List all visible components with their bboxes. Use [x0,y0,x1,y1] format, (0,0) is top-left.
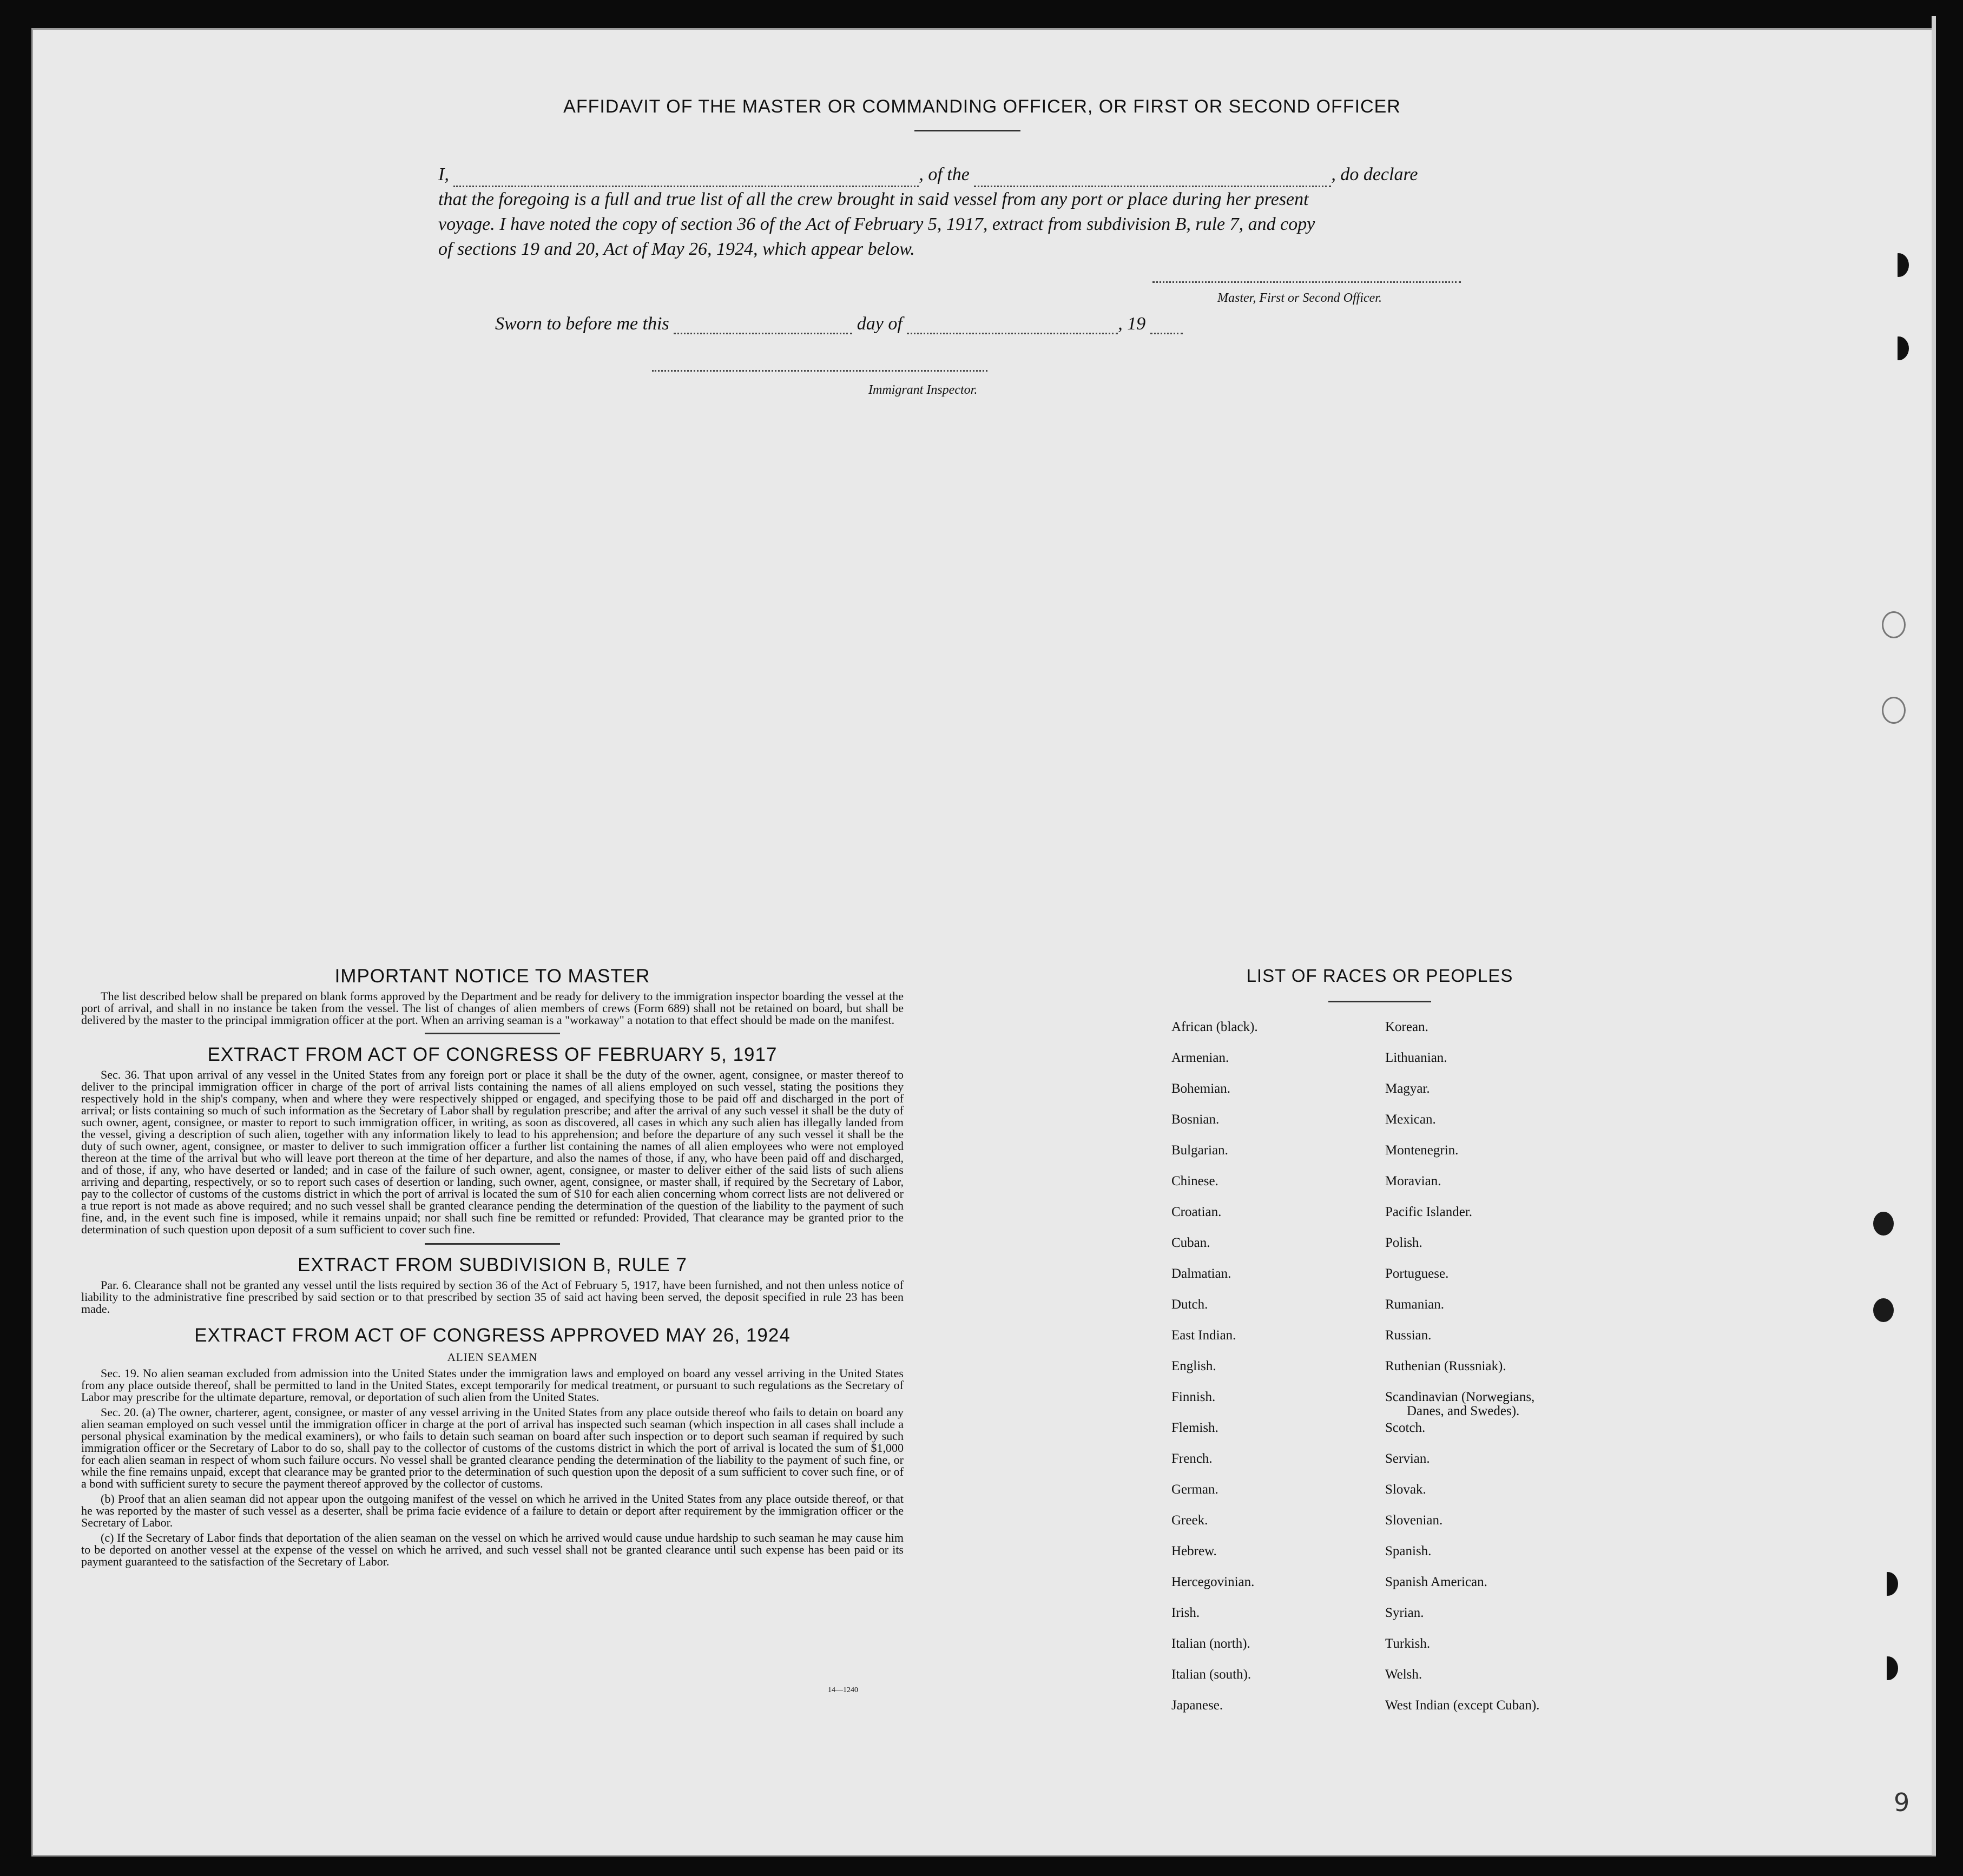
race-item: Ruthenian (Russniak). [1385,1359,1506,1373]
race-item: Slovenian. [1385,1513,1443,1528]
binder-hole [1888,336,1909,360]
legal-notices [81,966,904,1568]
race-item: Cuban. [1171,1236,1210,1250]
race-item: Servian. [1385,1451,1430,1466]
race-item: Danes, and Swedes). [1407,1404,1520,1418]
race-item: Scotch. [1385,1421,1426,1435]
alien-seamen-subtitle: ALIEN SEAMEN [447,1351,538,1364]
race-item: Croatian. [1171,1205,1222,1219]
race-item: French. [1171,1451,1213,1466]
race-item: Bulgarian. [1171,1143,1228,1158]
race-item: Greek. [1171,1513,1208,1528]
form-number: 14—1240 [828,1686,858,1694]
year-blank[interactable] [1150,333,1183,334]
race-item: Italian (north). [1171,1636,1250,1651]
binder-hole [1878,1656,1898,1680]
race-item: Russian. [1385,1328,1432,1343]
race-item: Japanese. [1171,1698,1223,1713]
race-item: Dalmatian. [1171,1266,1231,1281]
race-item: Syrian. [1385,1606,1424,1620]
race-item: Welsh. [1385,1667,1422,1682]
race-item: Bosnian. [1171,1112,1220,1127]
notice-title: IMPORTANT NOTICE TO MASTER [334,966,650,987]
race-item: Polish. [1385,1236,1422,1250]
binder-hole [1882,697,1906,724]
race-item: West Indian (except Cuban). [1385,1698,1540,1713]
divider [914,130,1020,131]
sec20a-text: Sec. 20. (a) The owner, charterer, agent, consignee, or master of any vessel arriving in the United States from any place outside thereof who fails to detain on board any alien seaman employed on such vessel until the immigration officer in charge at the port of arrival has inspected such seaman (which inspection in all cases shall include a personal physical examination by the medical examiners), or who fails to detain such seaman on board after such inspection or to deport such seaman if required by such immigration officer or the Secretary of Labor to do so, shall pay to the collector of customs of the customs district in which the port of arrival is located the sum of $1,000 for each alien seaman in respect of whom such failure occurs. No vessel shall be granted clearance pending the determination of the liability to the payment of such fine, or while the fine remains unpaid, except that clearance may be granted prior to the determination of such question upon the deposit of a sum sufficient to cover such fine, or of a bond with sufficient surety to secure the payment thereof approved by the collector of customs. [81,1405,904,1490]
race-item: Spanish American. [1385,1575,1487,1589]
race-item: Flemish. [1171,1421,1218,1435]
inspector-label: Immigrant Inspector. [868,383,978,397]
affidavit-line-3: voyage. I have noted the copy of section 36 of the Act of February 5, 1917, extract from subdivision B, rule 7, and copy [438,214,1315,234]
race-item: Hebrew. [1171,1544,1217,1558]
race-item: Bohemian. [1171,1081,1231,1096]
race-item: Pacific Islander. [1385,1205,1473,1219]
race-item: Spanish. [1385,1544,1432,1558]
binder-hole [1873,1298,1894,1322]
race-item: Dutch. [1171,1297,1208,1312]
binder-hole [1882,611,1906,638]
divider [425,1033,560,1034]
page-mark: 9 [1894,1788,1910,1817]
affidavit-title: AFFIDAVIT OF THE MASTER OR COMMANDING OFFICER, OR FIRST OR SECOND OFFICER [563,96,1401,117]
race-item: Chinese. [1171,1174,1218,1188]
inspector-signature-line[interactable] [652,370,987,372]
extract-1917-text: Sec. 36. That upon arrival of any vessel in the United States from any foreign port or place it shall be the duty of the owner, agent, consignee, or master thereof to deliver to the principal immigration officer in charge of the port of arrival lists containing the names of all aliens employed on such vessel, stating the positions they respectively hold in the ship's company, when and where they were respectively shipped or engaged, and specifying those to be paid off and discharged in the port of arrival; or lists containing so much of such information as the Secretary of Labor shall by regulation prescribe; and after the arrival of any such vessel it shall be the duty of such owner, agent, consignee, or master to report to such immigration officer, in writing, as soon as discovered, all cases in which any such alien has illegally landed from the vessel, giving a description of such alien, together with any information likely to lead to his apprehension; and before the departure of any such vessel it shall be the duty of such owner, agent, consignee, or master to deliver to such immigration officer a further list containing the names of all alien employees who were not employed thereon at the time of the arrival but who will leave port thereon at the time of her departure, and also the names of those, if any, who have been paid off and discharged, and of those, if any, who have deserted or landed; and in case of the failure of such owner, agent, consignee, or master to deliver either of the said lists of such aliens arriving and departing, respectively, or so to report such cases of desertion or landing, such owner, agent, consignee, or master shall, if required by the Secretary of Labor, pay to the collector of customs of the customs district in which the port of arrival is located the sum of $10 for each alien concerning whom correct lists are not delivered or a true report is not made as above required; and no such vessel shall be granted clearance pending the determination of the question of the liability to the payment of such fine, and, in the event such fine is imposed, while it remains unpaid; nor shall such fine be remitted or refunded: Provided, That clearance may be granted prior to the determination of such question upon deposit of a sum sufficient to cover such fine. [81,1068,904,1236]
race-item: Rumanian. [1385,1297,1445,1312]
race-item: East Indian. [1171,1328,1236,1343]
affidavit-line-4: of sections 19 and 20, Act of May 26, 1924, which appear below. [438,239,915,259]
race-item: Montenegrin. [1385,1143,1459,1158]
month-blank[interactable] [907,333,1118,334]
race-item: Korean. [1385,1020,1428,1034]
affidavit-line-2: that the foregoing is a full and true list of all the crew brought in said vessel from any port or place during her present [438,189,1309,209]
notice-text: The list described below shall be prepared on blank forms approved by the Department and be ready for delivery to the immigration inspector boarding the vessel at the port of arrival, and shall in no instance be taken from the vessel. The list of changes of alien members of crews (Form 689) shall not be retained on board, but shall be delivered by the master to the principal immigration officer at the port. When an arriving seaman is a "workaway" a notation to that effect should be made on the manifest. [81,989,904,1027]
race-item: English. [1171,1359,1216,1373]
race-item: Scandinavian (Norwegians, [1385,1390,1535,1404]
day-blank[interactable] [674,333,852,334]
affidavit-line-1: I, , of the , do declare [438,162,1499,187]
master-label: Master, First or Second Officer. [1217,291,1382,305]
page-fold-edge [1932,16,1936,1855]
extract-1924-title: EXTRACT FROM ACT OF CONGRESS APPROVED MAY 26, 1924 [194,1325,791,1346]
sec20c-text: (c) If the Secretary of Labor finds that deportation of the alien seaman on the vessel on which he arrived would cause undue hardship to such seaman he may cause him to be deported on another vessel at the expense of the vessel on which he arrived, and such vessel shall not be granted clearance until such expense has been paid or its payment guaranteed to the satisfaction of the Secretary of Labor. [81,1531,904,1568]
master-signature-line[interactable] [1152,281,1461,283]
race-item: Mexican. [1385,1112,1436,1127]
race-item: Magyar. [1385,1081,1430,1096]
divider [1328,1001,1431,1002]
sec19-text: Sec. 19. No alien seaman excluded from admission into the United States under the immigration laws and employed on board any vessel arriving in the United States from any place outside thereof, shall be permitted to land in the United States, except temporarily for medical treatment, or pursuant to such regulations as the Secretary of Labor may prescribe for the ultimate departure, removal, or deportation of such alien from the United States. [81,1366,904,1404]
race-item: Turkish. [1385,1636,1431,1651]
binder-hole [1873,1212,1894,1236]
race-item: African (black). [1171,1020,1258,1034]
race-item: Irish. [1171,1606,1200,1620]
race-item: Moravian. [1385,1174,1441,1188]
affidavit-text [438,162,1499,262]
race-item: Finnish. [1171,1390,1216,1404]
race-item: Armenian. [1171,1051,1229,1065]
sworn-line: Sworn to before me this day of , 19 [495,314,1183,334]
sec20b-text: (b) Proof that an alien seaman did not appear upon the outgoing manifest of the vessel on which he arrived in the United States from any place outside thereof, or that he was reported by the master of such vessel as a deserter, shall be prima facie evidence of a failure to detain or deport after requirement by the immigration officer or the Secretary of Labor. [81,1492,904,1529]
extract-1917-title: EXTRACT FROM ACT OF CONGRESS OF FEBRUARY 5, 1917 [207,1044,778,1065]
extract-rule7-text: Par. 6. Clearance shall not be granted any vessel until the lists required by section 36 of the Act of February 5, 1917, have been furnished, and not then unless notice of liability to the administrative fine prescribed by said section or to that prescribed by section 35 of said act having been served, the deposit specified in rule 23 has been made. [81,1278,904,1316]
races-title: LIST OF RACES OR PEOPLES [1246,966,1513,986]
race-item: Hercegovinian. [1171,1575,1255,1589]
race-item: Portuguese. [1385,1266,1449,1281]
document-page [31,28,1936,1857]
extract-rule7-title: EXTRACT FROM SUBDIVISION B, RULE 7 [298,1254,687,1276]
binder-hole [1878,1572,1898,1596]
binder-hole [1888,253,1909,277]
divider [425,1243,560,1245]
race-item: Lithuanian. [1385,1051,1447,1065]
race-item: Slovak. [1385,1482,1426,1497]
race-item: German. [1171,1482,1218,1497]
race-item: Italian (south). [1171,1667,1251,1682]
